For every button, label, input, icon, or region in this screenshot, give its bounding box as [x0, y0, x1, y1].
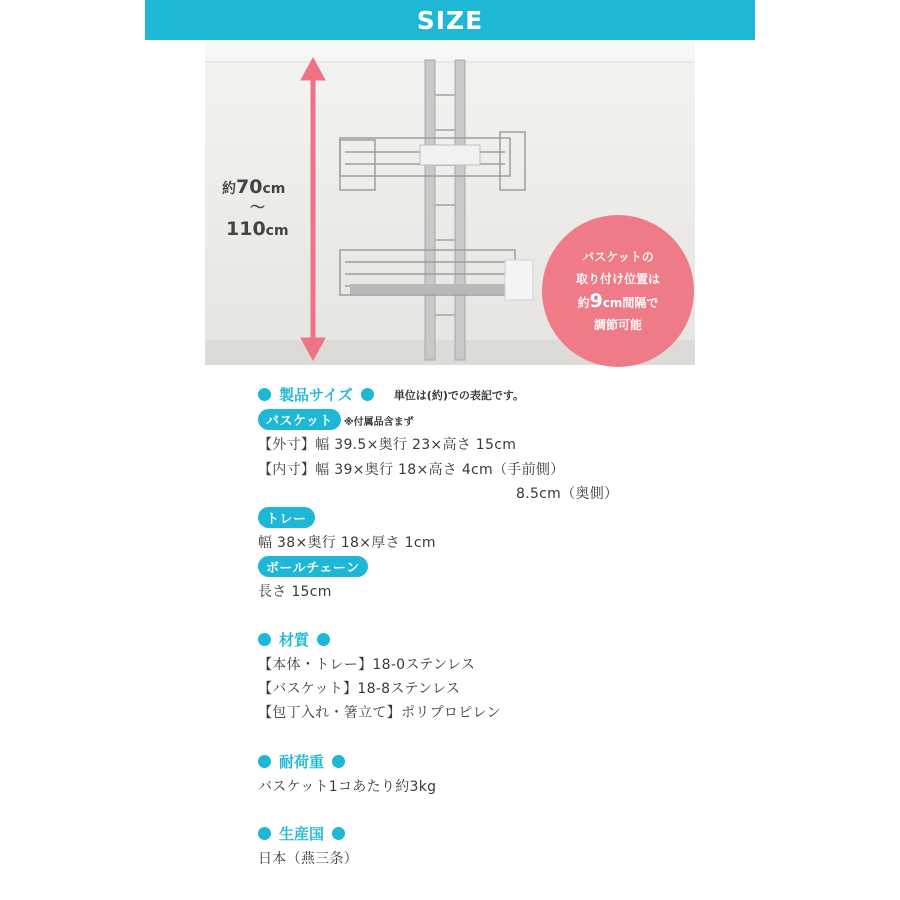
basket-pill: バスケット [258, 409, 341, 430]
bullet-dot [332, 755, 345, 768]
size-banner [145, 0, 755, 40]
tray-label-row [258, 507, 315, 528]
size-heading: 製品サイズ 単位は(約)での表記です。 [258, 384, 524, 405]
chain-label-row [258, 556, 368, 577]
origin-value: 日本（燕三条） [258, 851, 359, 867]
bullet-dot [258, 755, 271, 768]
material-line: 【包丁入れ・箸立て】ポリプロピレン [258, 705, 501, 721]
load-heading: 耐荷重 [258, 751, 345, 772]
tray-pill: トレー [258, 507, 315, 528]
material-heading: 材質 [258, 629, 330, 650]
height-tilde: 〜 [250, 198, 266, 216]
tray-value: 幅 38×奥行 18×厚さ 1cm [258, 535, 436, 551]
load-value: バスケット1コあたり約3kg [258, 779, 437, 795]
height-max-label: 110cm [226, 218, 289, 240]
bullet-dot [258, 633, 271, 646]
bullet-dot [258, 388, 271, 401]
basket-label-row: バスケット ※付属品含まず [258, 409, 414, 430]
basket-outer: 【外寸】幅 39.5×奥行 23×高さ 15cm [258, 437, 517, 453]
bullet-dot [258, 827, 271, 840]
banner-title: SIZE [416, 5, 484, 35]
height-arrow [301, 58, 325, 360]
basket-inner-back: 8.5cm（奥側） [516, 486, 619, 502]
bullet-dot [361, 388, 374, 401]
origin-heading: 生産国 [258, 823, 345, 844]
chain-pill: ボールチェーン [258, 556, 368, 577]
adjustment-callout: バスケットの 取り付け位置は 約9cm間隔で 調節可能 [542, 215, 694, 367]
basket-inner: 【内寸】幅 39×奥行 18×高さ 4cm（手前側） [258, 462, 565, 478]
height-min-label: 約70cm [222, 176, 286, 198]
bullet-dot [332, 827, 345, 840]
material-line: 【本体・トレー】18-0ステンレス [258, 657, 476, 673]
bullet-dot [317, 633, 330, 646]
material-line: 【バスケット】18-8ステンレス [258, 681, 461, 697]
chain-value: 長さ 15cm [258, 584, 332, 600]
